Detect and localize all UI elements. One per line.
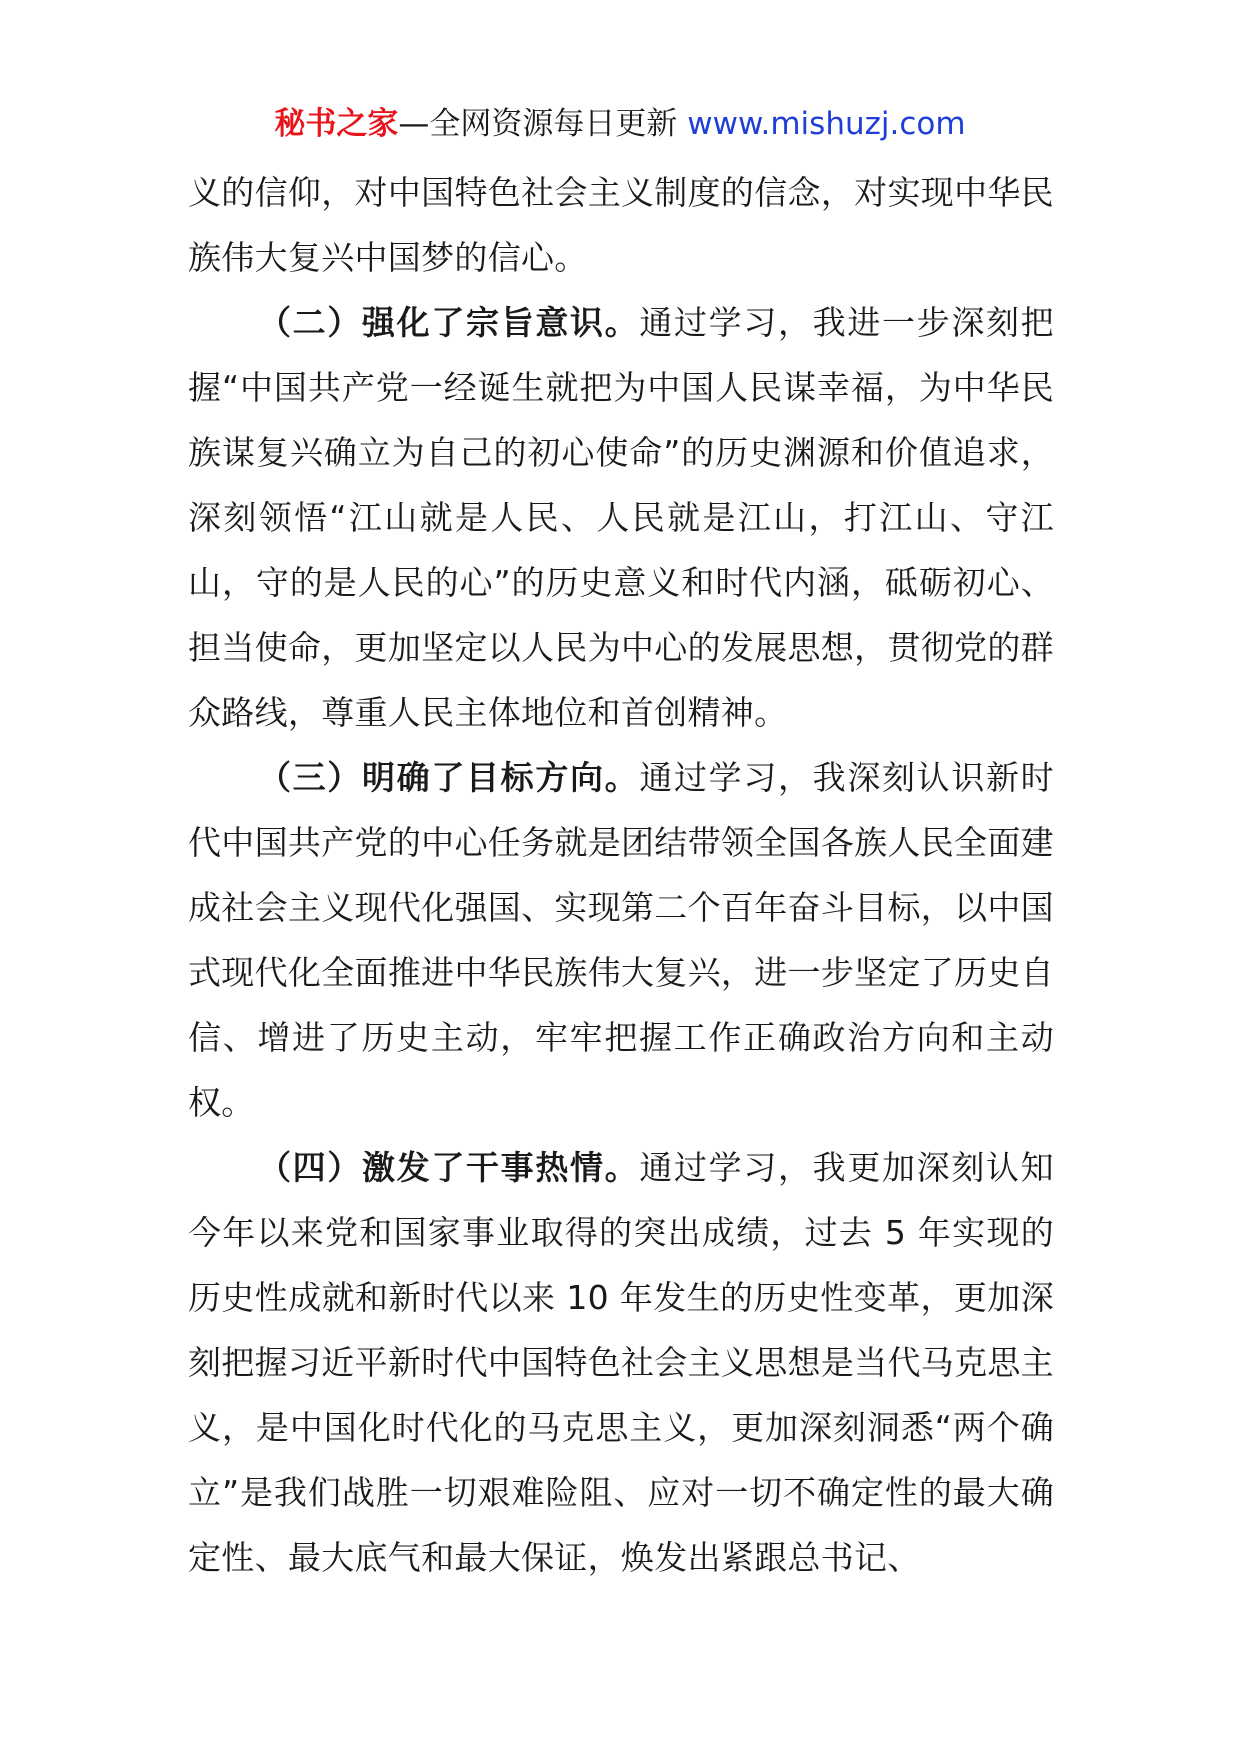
- paragraph-continuation: [188, 160, 1054, 290]
- header-url-link[interactable]: www.mishuzj.com: [687, 106, 966, 142]
- section-heading: （四）激发了干事热情。: [258, 1148, 640, 1187]
- paragraph-text: 通过学习，我进一步深刻把握“中国共产党一经诞生就把为中国人民谋幸福，为中华民族谋复兴确立为自己的初心使命”的历史渊源和价值追求，深刻领悟“江山就是人民、人民就是江山，打江山、守江山，守的是人民的心”的历史意义和时代内涵，砥砺初心、担当使命，更加坚定以人民为中心的发展思想，贯彻党的群众路线，尊重人民主体地位和首创精神。: [188, 303, 1054, 732]
- paragraph-text: 义的信仰，对中国特色社会主义制度的信念，对实现中华民族伟大复兴中国梦的信心。: [188, 173, 1054, 277]
- paragraph-text: 通过学习，我深刻认识新时代中国共产党的中心任务就是团结带领全国各族人民全面建成社会主义现代化强国、实现第二个百年奋斗目标，以中国式现代化全面推进中华民族伟大复兴，进一步坚定了历史自信、增进了历史主动，牢牢把握工作正确政治方向和主动权。: [188, 758, 1054, 1122]
- document-body: [188, 160, 1054, 1590]
- paragraph-section-3: [188, 745, 1054, 1135]
- header-tagline: —全网资源每日更新: [398, 106, 688, 142]
- paragraph-text: 通过学习，我更加深刻认知今年以来党和国家事业取得的突出成绩，过去 5 年实现的历史性成就和新时代以来 10 年发生的历史性变革，更加深刻把握习近平新时代中国特色社会主义思想是当代马克思主义，是中国化时代化的马克思主义，更加深刻洞悉“两个确立”是我们战胜一切艰难险阻、应对一切不确定性的最大确定性、最大底气和最大保证，焕发出紧跟总书记、: [188, 1148, 1054, 1577]
- section-heading: （二）强化了宗旨意识。: [258, 303, 640, 342]
- paragraph-section-4: [188, 1135, 1054, 1590]
- paragraph-section-2: [188, 290, 1054, 745]
- header-brand: 秘书之家: [274, 106, 399, 142]
- page-header: [0, 104, 1240, 144]
- section-heading: （三）明确了目标方向。: [258, 758, 640, 797]
